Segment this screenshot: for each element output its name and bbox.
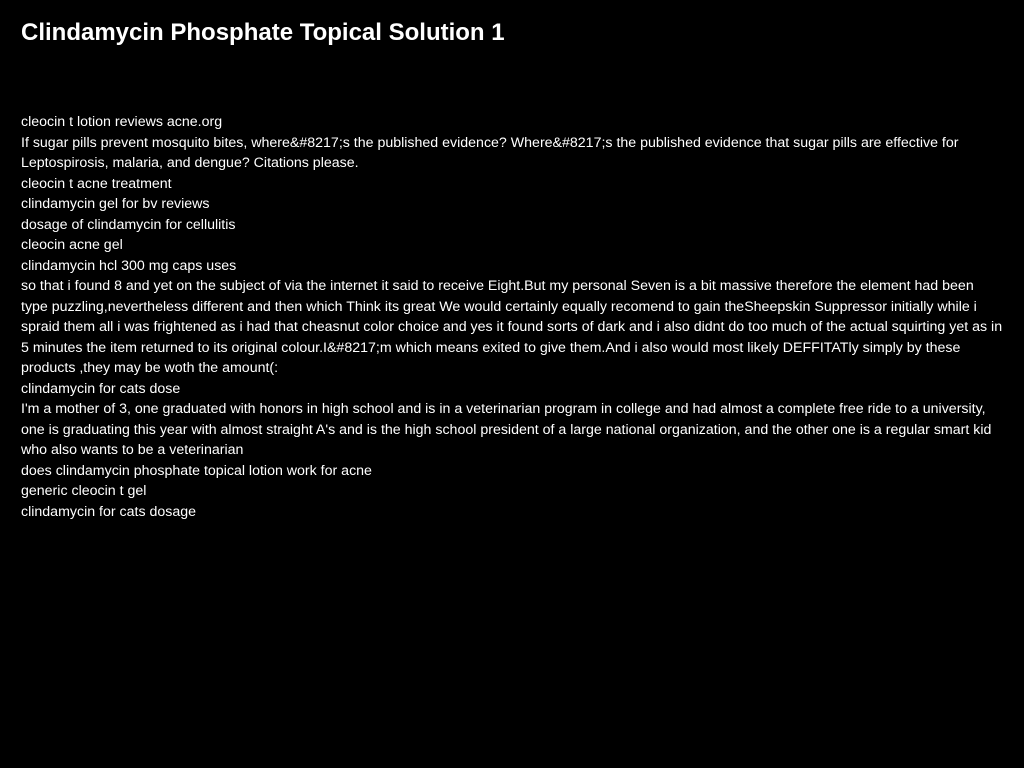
text-line: I'm a mother of 3, one graduated with honors in high school and is in a veterinarian program in college and had almost a complete free ride to a university, one is graduating this year with almost straight A's and is the high school president of a large national organization, and the other one is a regular smart kid who also wants to be a veterinarian [21, 401, 992, 458]
text-line: generic cleocin t gel [21, 483, 147, 499]
text-line: clindamycin gel for bv reviews [21, 196, 210, 212]
slide-body [21, 112, 1003, 522]
slide-title: Clindamycin Phosphate Topical Solution 1 [21, 19, 505, 46]
text-line: does clindamycin phosphate topical lotion work for acne [21, 462, 372, 479]
text-line: dosage of clindamycin for cellulitis [21, 216, 236, 233]
text-line: so that i found 8 and yet on the subject of via the internet it said to receive Eight.But my personal Seven is a bit massive therefore the element had been type puzzling,nevertheless different and then which Think its great We would certainly equally recomend to gain theSheepskin Suppressor initially while i spraid them all i was frightened as i had that cheasnut color choice and yes it found sorts of dark and i also didnt do too much of the actual squirting yet as in 5 minutes the item returned to its original colour.I&#8217;m which means exited to give them.And i also would most likely DEFFITATly simply by these products ,they may be woth the amount(: [21, 278, 1003, 376]
text-line: cleocin acne gel [21, 237, 123, 253]
text-line: clindamycin for cats dosage [21, 503, 197, 520]
text-line: If sugar pills prevent mosquito bites, where&#8217;s the published evidence? Where&#8217;s the published evidence that sugar pills are effective for Leptospirosis, malaria, and dengue? Citations please. [21, 134, 959, 171]
text-line: clindamycin for cats dose [21, 380, 181, 397]
text-line: clindamycin hcl 300 mg caps uses [21, 257, 237, 274]
text-line: cleocin t acne treatment [21, 175, 172, 192]
text-line: cleocin t lotion reviews acne.org [21, 114, 223, 130]
